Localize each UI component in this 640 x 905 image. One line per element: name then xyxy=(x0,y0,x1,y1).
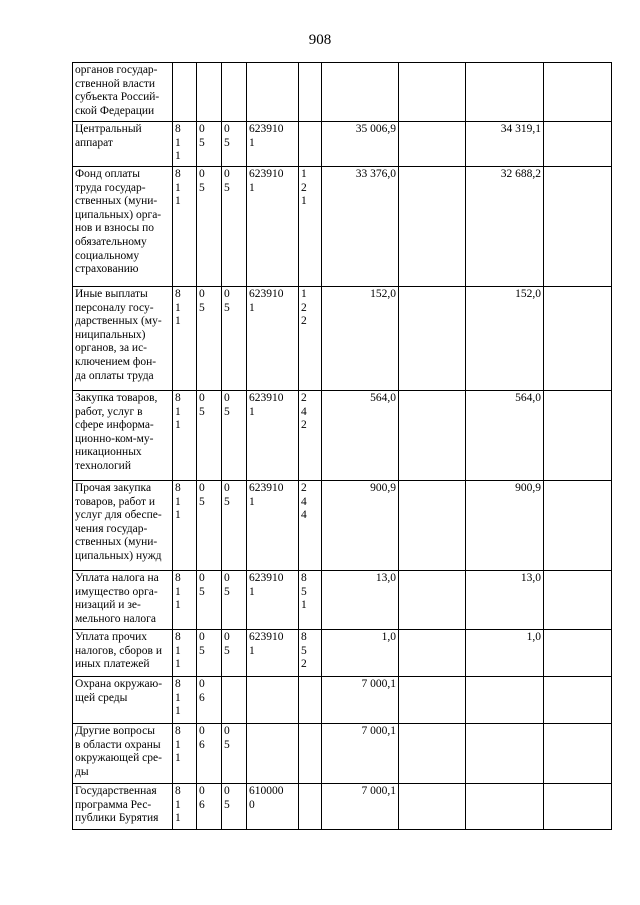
amount-empty-1 xyxy=(399,571,466,630)
ministry-code: 8 1 1 xyxy=(173,571,197,630)
target-code: 623910 1 xyxy=(247,571,299,630)
amount-empty-2 xyxy=(544,167,612,287)
row-name: Центральный аппарат xyxy=(73,122,173,167)
amount-2: 34 319,1 xyxy=(466,122,544,167)
ministry-code: 8 1 1 xyxy=(173,287,197,391)
amount-empty-2 xyxy=(544,724,612,784)
amount-2: 900,9 xyxy=(466,481,544,571)
row-name: Фонд оплаты труда государ- ственных (муни- ципальных) орга- нов и взносы по обязательному социальному страхованию xyxy=(73,167,173,287)
amount-empty-2 xyxy=(544,287,612,391)
amount-empty-1 xyxy=(399,677,466,724)
ministry-code: 8 1 1 xyxy=(173,630,197,677)
target-code xyxy=(247,724,299,784)
expense-type-code: 8 5 2 xyxy=(299,630,322,677)
amount-1: 7 000,1 xyxy=(322,677,399,724)
section-code: 0 5 xyxy=(197,571,222,630)
amount-empty-1 xyxy=(399,630,466,677)
table-row xyxy=(73,122,612,167)
table-row xyxy=(73,630,612,677)
expense-type-code xyxy=(299,784,322,830)
target-code: 623910 1 xyxy=(247,391,299,481)
amount-empty-1 xyxy=(399,63,466,122)
subsection-code: 0 5 xyxy=(222,167,247,287)
amount-1: 1,0 xyxy=(322,630,399,677)
table-row xyxy=(73,287,612,391)
section-code: 0 6 xyxy=(197,677,222,724)
target-code xyxy=(247,63,299,122)
amount-1: 900,9 xyxy=(322,481,399,571)
row-name: Иные выплаты персоналу госу- дарственных (му- ниципальных) органов, за ис- ключением фон- да оплаты труда xyxy=(73,287,173,391)
table-row xyxy=(73,724,612,784)
amount-empty-2 xyxy=(544,571,612,630)
section-code: 0 5 xyxy=(197,287,222,391)
expense-type-code: 1 2 1 xyxy=(299,167,322,287)
row-name: Уплата налога на имущество орга- низаций и зе- мельного налога xyxy=(73,571,173,630)
target-code: 623910 1 xyxy=(247,630,299,677)
row-name: Другие вопросы в области охраны окружающей сре- ды xyxy=(73,724,173,784)
ministry-code: 8 1 1 xyxy=(173,122,197,167)
budget-table xyxy=(72,62,612,830)
amount-1: 152,0 xyxy=(322,287,399,391)
ministry-code: 8 1 1 xyxy=(173,784,197,830)
amount-1: 35 006,9 xyxy=(322,122,399,167)
target-code: 623910 1 xyxy=(247,481,299,571)
row-name: Закупка товаров, работ, услуг в сфере информа- ционно-ком-му- никационных технологий xyxy=(73,391,173,481)
subsection-code: 0 5 xyxy=(222,481,247,571)
page-number: 908 xyxy=(308,32,332,48)
amount-empty-2 xyxy=(544,784,612,830)
row-name: Государственная программа Рес- публики Бурятия xyxy=(73,784,173,830)
ministry-code: 8 1 1 xyxy=(173,724,197,784)
table-row xyxy=(73,63,612,122)
ministry-code: 8 1 1 xyxy=(173,677,197,724)
amount-1: 33 376,0 xyxy=(322,167,399,287)
amount-1: 564,0 xyxy=(322,391,399,481)
section-code: 0 5 xyxy=(197,481,222,571)
ministry-code xyxy=(173,63,197,122)
expense-type-code xyxy=(299,724,322,784)
amount-empty-2 xyxy=(544,481,612,571)
subsection-code: 0 5 xyxy=(222,391,247,481)
table-row xyxy=(73,571,612,630)
amount-1 xyxy=(322,63,399,122)
amount-1: 7 000,1 xyxy=(322,724,399,784)
expense-type-code: 2 4 4 xyxy=(299,481,322,571)
target-code: 623910 1 xyxy=(247,122,299,167)
expense-type-code: 8 5 1 xyxy=(299,571,322,630)
section-code xyxy=(197,63,222,122)
amount-2 xyxy=(466,63,544,122)
target-code: 623910 1 xyxy=(247,287,299,391)
amount-empty-2 xyxy=(544,677,612,724)
amount-2: 32 688,2 xyxy=(466,167,544,287)
section-code: 0 6 xyxy=(197,784,222,830)
target-code: 610000 0 xyxy=(247,784,299,830)
subsection-code xyxy=(222,63,247,122)
ministry-code: 8 1 1 xyxy=(173,481,197,571)
table-row xyxy=(73,784,612,830)
amount-empty-1 xyxy=(399,481,466,571)
amount-empty-1 xyxy=(399,784,466,830)
row-name: органов государ- ственной власти субъекта Россий- ской Федерации xyxy=(73,63,173,122)
subsection-code: 0 5 xyxy=(222,571,247,630)
amount-2: 1,0 xyxy=(466,630,544,677)
ministry-code: 8 1 1 xyxy=(173,391,197,481)
ministry-code: 8 1 1 xyxy=(173,167,197,287)
amount-2: 152,0 xyxy=(466,287,544,391)
target-code xyxy=(247,677,299,724)
amount-empty-1 xyxy=(399,167,466,287)
table-row xyxy=(73,167,612,287)
section-code: 0 5 xyxy=(197,630,222,677)
row-name: Прочая закупка товаров, работ и услуг для обеспе- чения государ- ственных (муни- ципальных) нужд xyxy=(73,481,173,571)
amount-empty-1 xyxy=(399,122,466,167)
section-code: 0 5 xyxy=(197,391,222,481)
amount-2: 13,0 xyxy=(466,571,544,630)
subsection-code: 0 5 xyxy=(222,784,247,830)
row-name: Уплата прочих налогов, сборов и иных платежей xyxy=(73,630,173,677)
expense-type-code: 1 2 2 xyxy=(299,287,322,391)
amount-empty-1 xyxy=(399,724,466,784)
subsection-code xyxy=(222,677,247,724)
subsection-code: 0 5 xyxy=(222,630,247,677)
amount-2 xyxy=(466,784,544,830)
subsection-code: 0 5 xyxy=(222,724,247,784)
table-row xyxy=(73,481,612,571)
amount-empty-2 xyxy=(544,391,612,481)
subsection-code: 0 5 xyxy=(222,122,247,167)
expense-type-code xyxy=(299,122,322,167)
subsection-code: 0 5 xyxy=(222,287,247,391)
expense-type-code xyxy=(299,63,322,122)
section-code: 0 5 xyxy=(197,122,222,167)
amount-1: 13,0 xyxy=(322,571,399,630)
amount-empty-2 xyxy=(544,63,612,122)
expense-type-code xyxy=(299,677,322,724)
amount-2 xyxy=(466,677,544,724)
amount-1: 7 000,1 xyxy=(322,784,399,830)
amount-2 xyxy=(466,724,544,784)
amount-empty-1 xyxy=(399,391,466,481)
amount-empty-2 xyxy=(544,122,612,167)
row-name: Охрана окружаю- щей среды xyxy=(73,677,173,724)
amount-empty-2 xyxy=(544,630,612,677)
table-row xyxy=(73,677,612,724)
section-code: 0 6 xyxy=(197,724,222,784)
amount-2: 564,0 xyxy=(466,391,544,481)
amount-empty-1 xyxy=(399,287,466,391)
table-row xyxy=(73,391,612,481)
expense-type-code: 2 4 2 xyxy=(299,391,322,481)
target-code: 623910 1 xyxy=(247,167,299,287)
section-code: 0 5 xyxy=(197,167,222,287)
